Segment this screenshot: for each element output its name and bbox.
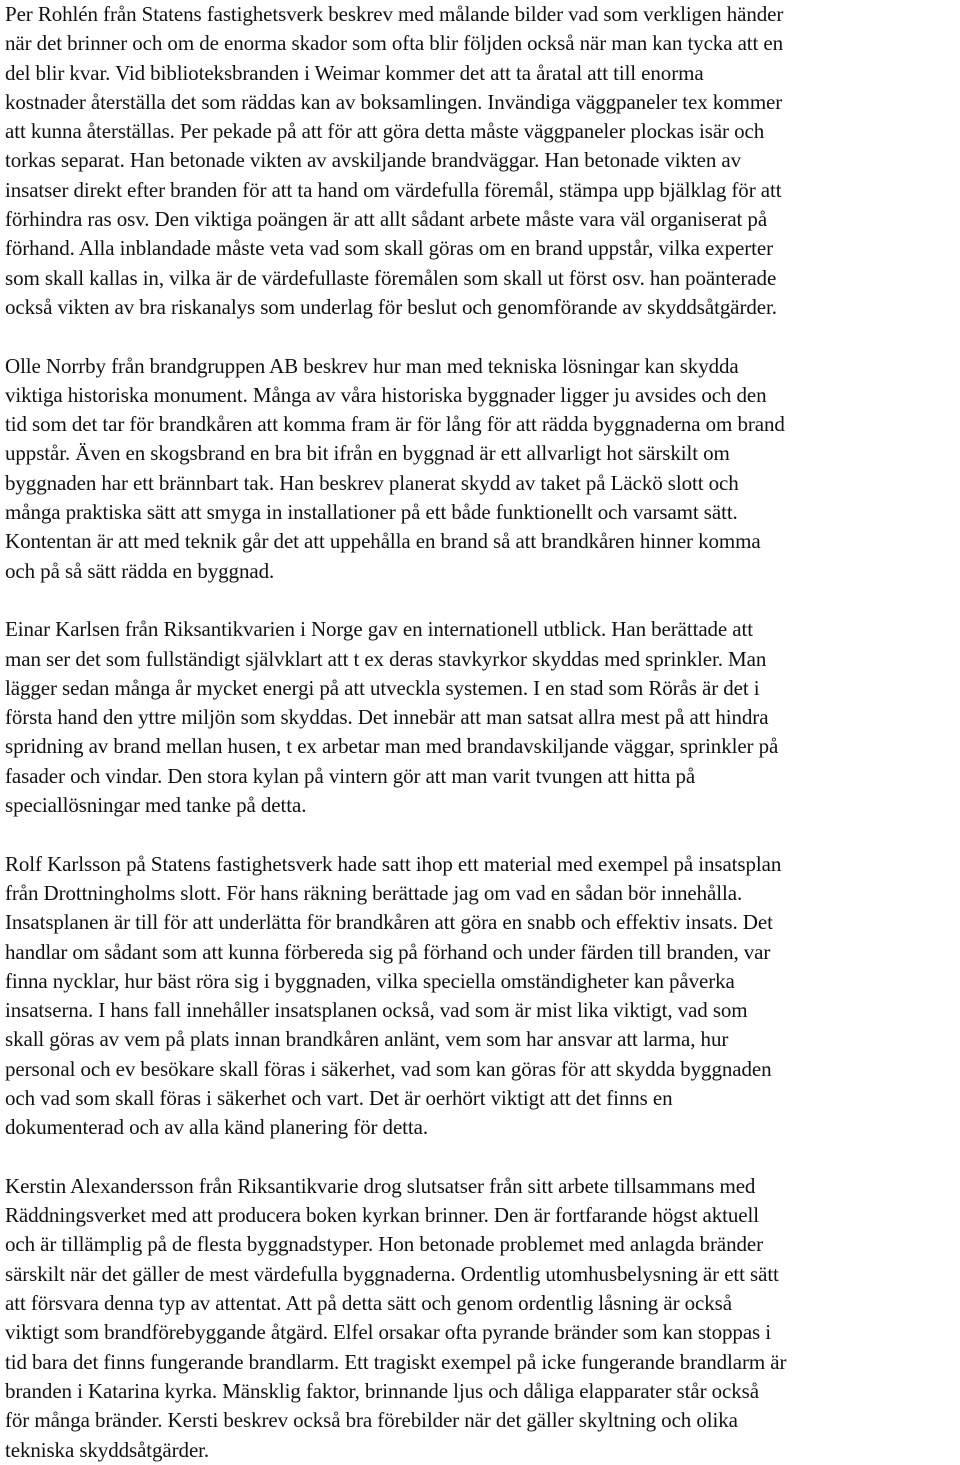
paragraph-gap xyxy=(5,322,956,351)
text-line: förhand. Alla inblandade måste veta vad som skall göras om en brand uppstår, vilka experter xyxy=(5,236,773,261)
text-line: Rolf Karlsson på Statens fastighetsverk hade satt ihop ett material med exempel på insatsplan xyxy=(5,851,782,876)
text-line: personal och ev besökare skall föras i säkerhet, vad som kan göras för att skydda byggnaden xyxy=(5,1056,772,1081)
text-line: finna nycklar, hur bäst röra sig i byggnaden, vilka speciella omständigheter kan påverka xyxy=(5,968,735,993)
text-line: första hand den yttre miljön som skyddas. Det innebär att man satsat allra mest på att hindra xyxy=(5,705,769,730)
paragraph-olle-norrby xyxy=(5,352,956,586)
text-line: Insatsplanen är till för att underlätta för brandkåren att göra en snabb och effektiv insats. Det xyxy=(5,910,773,935)
text-line: tid som det tar för brandkåren att komma fram är för lång för att rädda byggnaderna om brand xyxy=(5,412,785,437)
text-line: Olle Norrby från brandgruppen AB beskrev hur man med tekniska lösningar kan skydda xyxy=(5,353,739,378)
text-line: viktiga historiska monument. Många av våra historiska byggnader ligger ju avsides och den xyxy=(5,382,767,407)
text-line: tekniska skyddsåtgärder. xyxy=(5,1437,210,1462)
paragraph-rolf-karlsson xyxy=(5,850,956,1143)
text-line: Räddningsverket med att producera boken kyrkan brinner. Den är fortfarande högst aktuell xyxy=(5,1203,759,1228)
text-line: och på så sätt rädda en byggnad. xyxy=(5,558,275,583)
paragraph-kerstin-alexandersson xyxy=(5,1172,956,1465)
text-line: också vikten av bra riskanalys som underlag för beslut och genomförande av skyddsåtgärder. xyxy=(5,294,777,319)
text-line: många praktiska sätt att smyga in installationer på ett både funktionellt och varsamt sätt. xyxy=(5,500,738,525)
text-line: Einar Karlsen från Riksantikvarien i Norge gav en internationell utblick. Han berättade att xyxy=(5,617,753,642)
text-line: speciallösningar med tanke på detta. xyxy=(5,793,307,818)
text-line: branden i Katarina kyrka. Mänsklig faktor, brinnande ljus och dåliga elapparater står också xyxy=(5,1378,759,1403)
text-line: kostnader återställa det som räddas kan av boksamlingen. Invändiga väggpaneler tex kommer xyxy=(5,89,783,114)
text-line: skall göras av vem på plats innan brandkåren anlänt, vem som har ansvar att larma, hur xyxy=(5,1027,729,1052)
text-line: för många bränder. Kersti beskrev också bra förebilder när det gäller skyltning och olika xyxy=(5,1408,738,1433)
paragraph-gap xyxy=(5,586,956,615)
text-line: förhindra ras osv. Den viktiga poängen är att allt sådant arbete måste vara väl organiserat på xyxy=(5,207,768,232)
text-line: att försvara denna typ av attentat. Att på detta sätt och genom ordentlig låsning är också xyxy=(5,1291,732,1316)
text-line: del blir kvar. Vid biblioteksbranden i Weimar kommer det att ta åratal att till enorma xyxy=(5,60,704,85)
text-line: dokumenterad och av alla känd planering för detta. xyxy=(5,1115,428,1140)
text-line: Kerstin Alexandersson från Riksantikvarie drog slutsatser från sitt arbete tillsammans med xyxy=(5,1173,756,1198)
text-line: uppstår. Även en skogsbrand en bra bit ifrån en byggnad är ett allvarligt hot särskilt om xyxy=(5,441,730,466)
text-line: spridning av brand mellan husen, t ex arbetar man med brandavskiljande väggar, sprinkler på xyxy=(5,734,779,759)
text-line: fasader och vindar. Den stora kylan på vintern gör att man varit tvungen att hitta på xyxy=(5,763,696,788)
text-line: och är tillämplig på de flesta byggnadstyper. Hon betonade problemet med anlagda bränder xyxy=(5,1232,764,1257)
text-line: som skall kallas in, vilka är de värdefullaste föremålen som skall ut först osv. han poänterade xyxy=(5,265,777,290)
text-line: insatserna. I hans fall innehåller insatsplanen också, vad som är mist lika viktigt, vad som xyxy=(5,998,748,1023)
paragraph-einar-karlsen xyxy=(5,615,956,820)
text-line: viktigt som brandförebyggande åtgärd. Elfel orsakar ofta pyrande bränder som kan stoppas i xyxy=(5,1320,772,1345)
paragraph-per-rohlen xyxy=(5,0,956,322)
text-line: Kontentan är att med teknik går det att uppehålla en brand så att brandkåren hinner komma xyxy=(5,529,761,554)
paragraph-gap xyxy=(5,1143,956,1172)
text-line: man ser det som fullständigt självklart att t ex deras stavkyrkor skyddas med sprinkler. Man xyxy=(5,646,767,671)
text-line: torkas separat. Han betonade vikten av avskiljande brandväggar. Han betonade vikten av xyxy=(5,148,742,173)
text-line: Per Rohlén från Statens fastighetsverk beskrev med målande bilder vad som verkligen händer xyxy=(5,2,784,26)
text-line: insatser direkt efter branden för att ta hand om värdefulla föremål, stämpa upp bjälklag för att xyxy=(5,177,782,202)
text-line: lägger sedan många år mycket energi på att utveckla systemen. I en stad som Rörås är det i xyxy=(5,675,760,700)
text-line: särskilt när det gäller de mest värdefulla byggnaderna. Ordentlig utomhusbelysning är ett sätt xyxy=(5,1261,779,1286)
paragraph-gap xyxy=(5,820,956,849)
text-line: tid bara det finns fungerande brandlarm. Ett tragiskt exempel på icke fungerande brandlarm är xyxy=(5,1349,787,1374)
text-line: byggnaden har ett brännbart tak. Han beskrev planerat skydd av taket på Läckö slott och xyxy=(5,470,739,495)
text-line: handlar om sådant som att kunna förbereda sig på förhand och under färden till branden, var xyxy=(5,939,771,964)
text-line: när det brinner och om de enorma skador som ofta blir följden också när man kan tycka att en xyxy=(5,31,784,56)
text-line: och vad som skall föras i säkerhet och vart. Det är oerhört viktigt att det finns en xyxy=(5,1085,673,1110)
text-line: från Drottningholms slott. För hans räkning berättade jag om vad en sådan bör innehålla. xyxy=(5,880,743,905)
text-line: att kunna återställas. Per pekade på att för att göra detta måste väggpaneler plockas isär och xyxy=(5,119,765,144)
